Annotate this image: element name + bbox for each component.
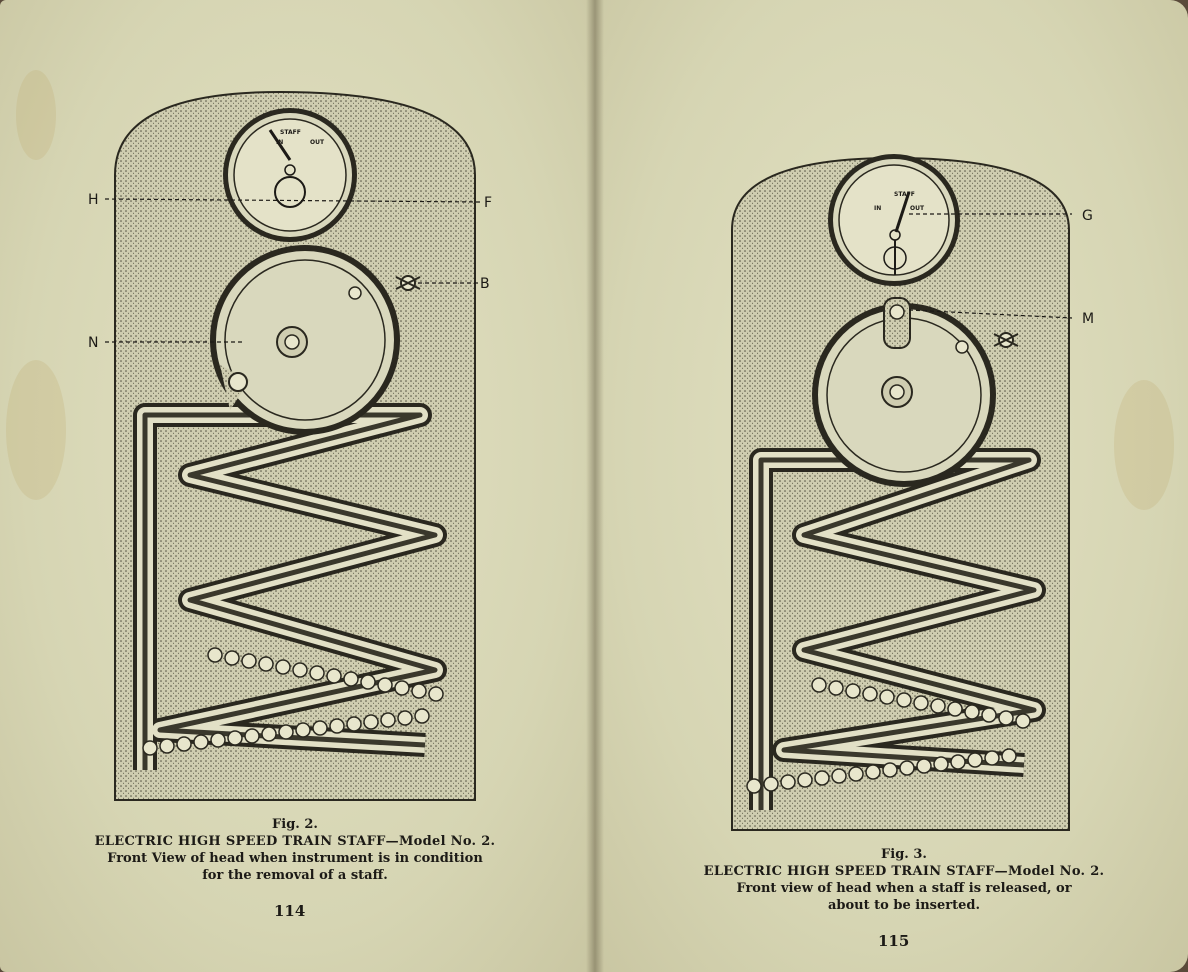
- caption-line-1: Front View of head when instrument is in condition: [107, 851, 483, 866]
- figure-2-caption: [40, 816, 550, 884]
- indicator-dial: [223, 108, 357, 242]
- book-gutter: [586, 0, 604, 972]
- figure-2-illustration: [80, 80, 510, 810]
- dial-label-in: IN: [874, 205, 882, 212]
- caption-line-2: about to be inserted.: [828, 898, 980, 913]
- figure-3-caption: [644, 846, 1164, 914]
- page-number: 114: [274, 902, 306, 920]
- dial-label-staff: STAFF: [894, 191, 915, 198]
- callout-m: M: [1082, 311, 1095, 327]
- figure-number: Fig. 3.: [881, 847, 927, 862]
- dial-label-out: OUT: [910, 205, 925, 212]
- dial-label-in: IN: [276, 139, 284, 146]
- callout-n: N: [88, 335, 99, 351]
- indicator-dial: [828, 154, 960, 286]
- callout-b: B: [480, 276, 490, 292]
- callout-h: H: [88, 192, 99, 208]
- callout-f: F: [484, 195, 493, 211]
- figure-3-illustration: [724, 150, 1104, 840]
- dial-label-out: OUT: [310, 139, 325, 146]
- rotating-drum: [210, 245, 400, 435]
- caption-line-1: Front view of head when a staff is released, or: [736, 881, 1072, 896]
- caption-line-2: for the removal of a staff.: [202, 868, 388, 883]
- figure-number: Fig. 2.: [272, 817, 318, 832]
- page-number: 115: [878, 932, 910, 950]
- callout-g: G: [1082, 208, 1093, 224]
- caption-title: ELECTRIC HIGH SPEED TRAIN STAFF—Model No. 2.: [94, 834, 496, 849]
- dial-label-staff: STAFF: [280, 129, 301, 136]
- callout-labels: [1074, 200, 1114, 340]
- caption-title: ELECTRIC HIGH SPEED TRAIN STAFF—Model No. 2.: [703, 864, 1105, 879]
- right-page: [594, 0, 1188, 972]
